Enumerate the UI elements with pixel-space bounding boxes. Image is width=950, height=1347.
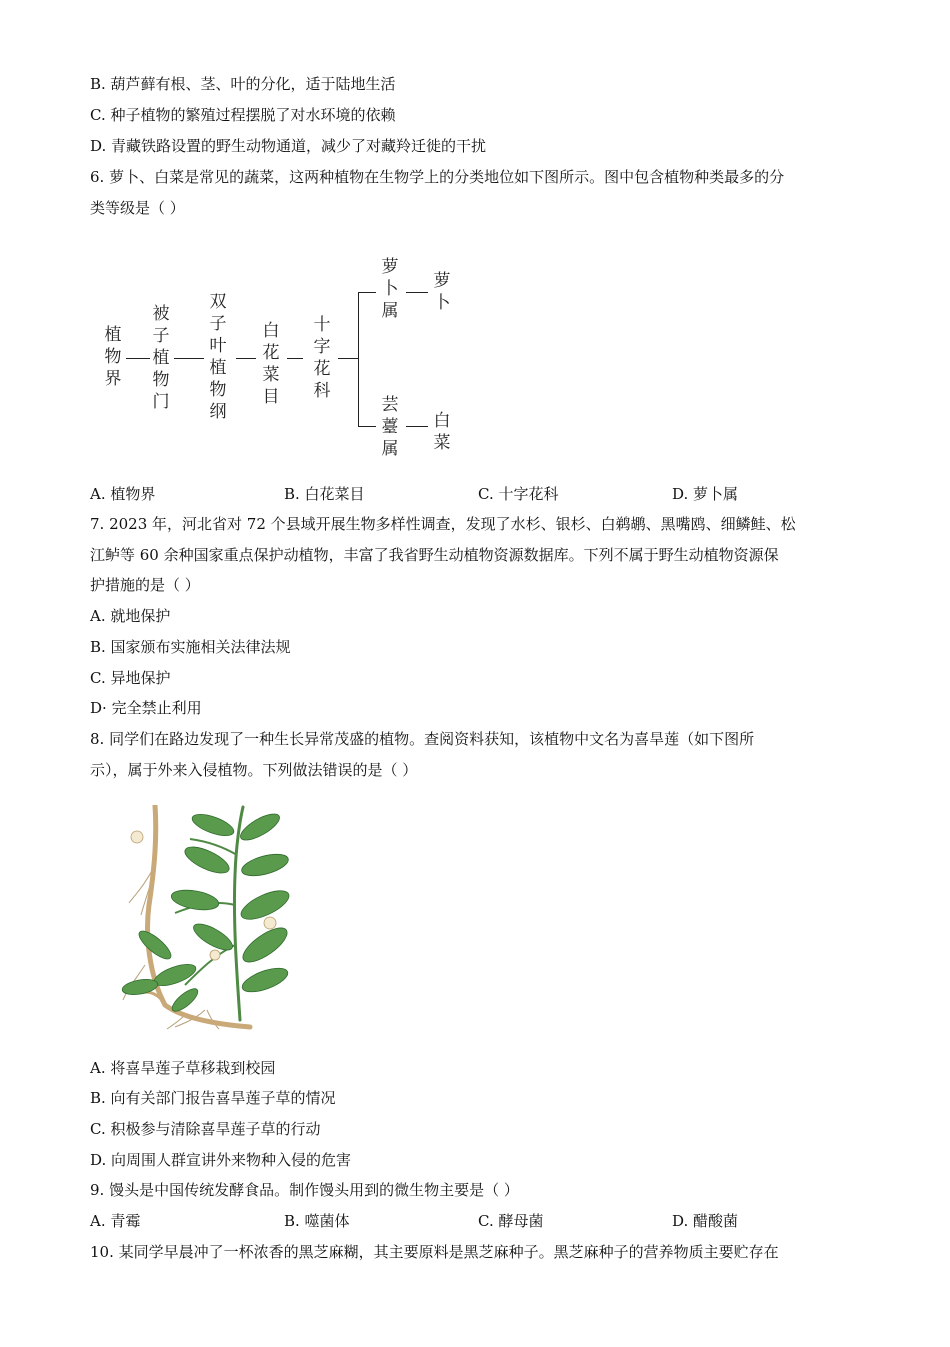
question-6-line1: 6. 萝卜、白菜是常见的蔬菜，这两种植物在生物学上的分类地位如下图所示。图中包含植物种类最多的分 xyxy=(90,168,785,186)
option-8D: D. 向周围人群宣讲外来物种入侵的危害 xyxy=(90,1151,352,1169)
connector xyxy=(236,358,256,359)
question-7-line3: 护措施的是（ ） xyxy=(90,576,200,594)
question-6-line2: 类等级是（ ） xyxy=(90,199,185,217)
taxon-species-cabbage: 白 菜 xyxy=(433,411,451,453)
question-10: 10. 某同学早晨冲了一杯浓香的黑芝麻糊，其主要原料是黑芝麻种子。黑芝麻种子的营养物质主要贮存在 xyxy=(90,1243,779,1261)
option-6D: D. 萝卜属 xyxy=(672,485,739,503)
question-8-line2: 示），属于外来入侵植物。下列做法错误的是（ ） xyxy=(90,761,418,779)
taxon-genus-brassica: 芸 薹 属 xyxy=(381,395,399,459)
taxon-order: 白 花 菜 目 xyxy=(262,321,280,407)
option-8A: A. 将喜旱莲子草移栽到校园 xyxy=(90,1059,276,1077)
option-9D: D. 醋酸菌 xyxy=(672,1212,739,1230)
option-6B: B. 白花菜目 xyxy=(284,485,365,503)
connector xyxy=(406,426,428,427)
taxon-species-radish: 萝 卜 xyxy=(433,271,451,313)
option-5B: B. 葫芦藓有根、茎、叶的分化，适于陆地生活 xyxy=(90,75,396,93)
question-8-line1: 8. 同学们在路边发现了一种生长异常茂盛的植物。查阅资料获知，该植物中文名为喜旱莲（如下图所 xyxy=(90,730,755,748)
connector xyxy=(358,292,376,293)
option-6A: A. 植物界 xyxy=(90,485,156,503)
option-5D: D. 青藏铁路设置的野生动物通道，减少了对藏羚迁徙的干扰 xyxy=(90,137,487,155)
question-7-line2: 江鲈等 60 余种国家重点保护动植物，丰富了我省野生动植物资源数据库。下列不属于野生动植物资源保 xyxy=(90,546,779,564)
option-7D: D· 完全禁止利用 xyxy=(90,699,202,717)
connector xyxy=(287,358,303,359)
connector xyxy=(126,358,150,359)
connector xyxy=(358,426,376,427)
option-9B: B. 噬菌体 xyxy=(284,1212,350,1230)
connector xyxy=(406,292,428,293)
option-7C: C. 异地保护 xyxy=(90,669,171,687)
option-6C: C. 十字花科 xyxy=(478,485,559,503)
alligator-weed-illustration xyxy=(115,805,295,1030)
taxon-kingdom: 植 物 界 xyxy=(104,325,122,389)
taxon-family: 十 字 花 科 xyxy=(313,315,331,401)
taxon-phylum: 被 子 植 物 门 xyxy=(152,304,170,412)
option-9C: C. 酵母菌 xyxy=(478,1212,544,1230)
taxon-class: 双 子 叶 植 物 纲 xyxy=(209,292,227,422)
option-8B: B. 向有关部门报告喜旱莲子草的情况 xyxy=(90,1089,336,1107)
option-5C: C. 种子植物的繁殖过程摆脱了对水环境的依赖 xyxy=(90,106,396,124)
question-9: 9. 馒头是中国传统发酵食品。制作馒头用到的微生物主要是（ ） xyxy=(90,1181,519,1199)
connector xyxy=(174,358,204,359)
bracket-line xyxy=(358,292,359,426)
question-7-line1: 7. 2023 年，河北省对 72 个县域开展生物多样性调查，发现了水杉、银杉、白鹈鹕、黑嘴鸥、细鳞鲑、松 xyxy=(90,515,796,533)
option-7A: A. 就地保护 xyxy=(90,607,171,625)
taxon-genus-radish: 萝 卜 属 xyxy=(381,257,399,321)
option-8C: C. 积极参与清除喜旱莲子草的行动 xyxy=(90,1120,321,1138)
connector xyxy=(338,358,358,359)
option-9A: A. 青霉 xyxy=(90,1212,141,1230)
option-7B: B. 国家颁布实施相关法律法规 xyxy=(90,638,291,656)
